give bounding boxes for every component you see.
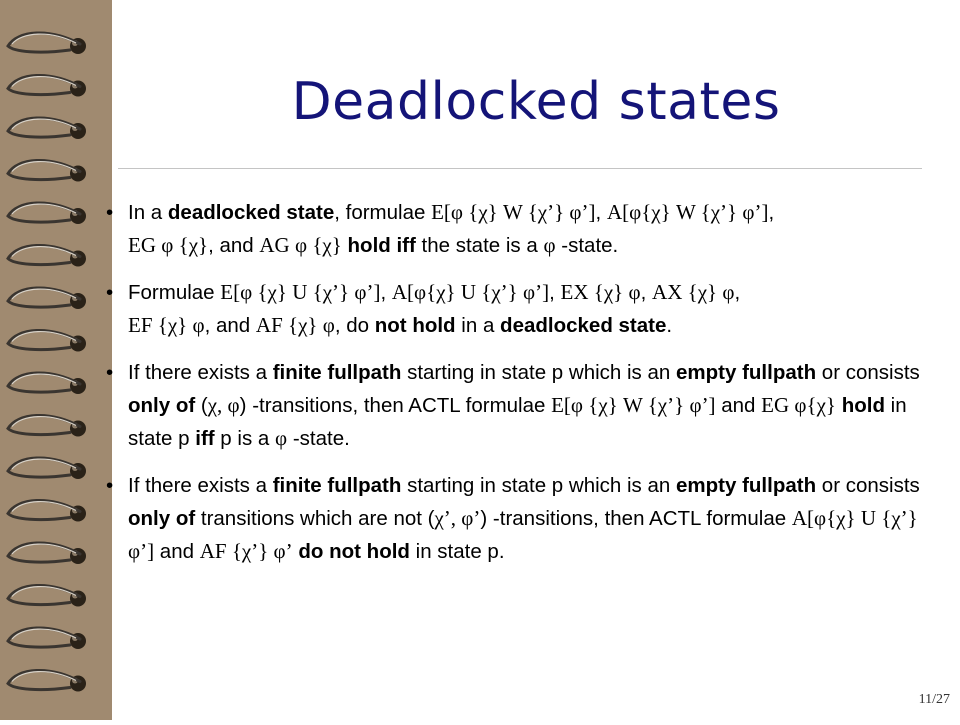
bold-text: only of xyxy=(128,394,196,417)
formula: AX {χ} φ xyxy=(652,280,735,304)
text: -state. xyxy=(555,234,619,257)
binding-ring xyxy=(8,628,86,649)
text: in a xyxy=(455,314,501,337)
text: starting in state p which is an xyxy=(401,474,676,497)
bold-text: empty fullpath xyxy=(676,474,817,497)
text: , xyxy=(595,201,607,224)
bold-text: not hold xyxy=(374,314,456,337)
bold-text: deadlocked state xyxy=(500,314,667,337)
formula: E[φ {χ} U {χ’} φ’] xyxy=(220,280,381,304)
binding-ring xyxy=(8,585,86,606)
binding-ring xyxy=(8,245,86,266)
binding-ring xyxy=(8,160,86,181)
binding-ring xyxy=(8,203,86,224)
text: If there exists a xyxy=(128,474,273,497)
text: If there exists a xyxy=(128,361,273,384)
text: or consists xyxy=(816,474,920,497)
text: and xyxy=(715,394,762,417)
bullet-item-3 xyxy=(100,356,940,455)
binding-wire xyxy=(8,160,80,179)
formula: φ xyxy=(275,426,288,450)
bold-text: empty fullpath xyxy=(676,361,817,384)
text: In a xyxy=(128,201,168,224)
text: in state p xyxy=(128,394,907,450)
bullet-list xyxy=(100,196,940,582)
formula: A[φ{χ} W {χ’} φ’] xyxy=(606,200,769,224)
binding-ring xyxy=(8,670,86,691)
formula: E[φ {χ} W {χ’} φ’] xyxy=(431,200,596,224)
binding-wire xyxy=(8,585,80,604)
text: , and xyxy=(208,234,260,257)
text: in state p. xyxy=(409,540,505,563)
text: starting in state p which is an xyxy=(401,361,676,384)
formula: AF {χ} φ xyxy=(255,313,335,337)
slide-title: Deadlocked states xyxy=(291,72,781,132)
binding-ring xyxy=(8,500,86,521)
bold-text: hold xyxy=(841,394,885,417)
binding-wire xyxy=(8,500,80,519)
formula: AF {χ’} φ’ xyxy=(199,539,293,563)
text: -state. xyxy=(287,427,350,450)
title-divider xyxy=(118,168,922,169)
bold-text: hold iff xyxy=(347,234,416,257)
binding-ring xyxy=(8,415,86,436)
text: , xyxy=(768,201,775,224)
bold-text: only of xyxy=(128,507,196,530)
formula: A[φ{χ} U {χ’} φ’] xyxy=(391,280,550,304)
text: ) -transitions, then ACTL formulae xyxy=(239,394,552,417)
formula: φ xyxy=(543,233,556,257)
text: , xyxy=(640,281,653,304)
bullet-marker: • xyxy=(106,474,114,497)
binding-wire xyxy=(8,415,80,434)
formula: EF {χ} φ xyxy=(128,313,205,337)
bullet-item-1 xyxy=(100,196,940,262)
binding-ring xyxy=(8,458,86,479)
bullet-marker: • xyxy=(106,281,114,304)
text: Formulae xyxy=(128,281,221,304)
binding-wire xyxy=(8,288,80,307)
binding-wire xyxy=(8,543,80,562)
bullet-marker: • xyxy=(106,201,114,224)
text: and xyxy=(154,540,200,563)
text: or consists xyxy=(816,361,920,384)
binding-wire xyxy=(8,118,80,137)
bullet-marker: • xyxy=(106,361,114,384)
bullet-item-2 xyxy=(100,276,940,342)
binding-wire xyxy=(8,330,80,349)
text: transitions which are not ( xyxy=(195,507,435,530)
formula: χ’, φ’ xyxy=(434,506,481,530)
binding-ring xyxy=(8,33,86,54)
text: , and xyxy=(204,314,256,337)
binding-rings xyxy=(0,0,112,720)
formula: EX {χ} φ xyxy=(560,280,641,304)
bold-text: do not hold xyxy=(298,540,410,563)
bold-text: iff xyxy=(195,427,215,450)
formula: A[φ{χ} U {χ’} φ’] xyxy=(128,506,918,563)
bullet-item-4 xyxy=(100,469,940,568)
formula: E[φ {χ} W {χ’} φ’] xyxy=(551,393,716,417)
binding-wire xyxy=(8,75,80,94)
binding-ring xyxy=(8,75,86,96)
text: . xyxy=(666,314,673,337)
binding-wire xyxy=(8,373,80,392)
text: , xyxy=(380,281,392,304)
binding-wire xyxy=(8,458,80,477)
bold-text: finite fullpath xyxy=(272,474,402,497)
text: the state is a xyxy=(415,234,544,257)
binding-wire xyxy=(8,203,80,222)
binding-ring xyxy=(8,118,86,139)
formula: χ, φ xyxy=(207,393,240,417)
bold-text: finite fullpath xyxy=(272,361,402,384)
binding-wire xyxy=(8,670,80,689)
page-number: 11/27 xyxy=(918,692,950,707)
formula: EG φ {χ} xyxy=(128,233,209,257)
text: , formulae xyxy=(334,201,432,224)
binding-ring xyxy=(8,288,86,309)
binding-ring xyxy=(8,543,86,564)
text: p is a xyxy=(214,427,275,450)
binding-wire xyxy=(8,628,80,647)
text: , xyxy=(549,281,561,304)
formula: EG φ{χ} xyxy=(761,393,837,417)
text: , do xyxy=(334,314,375,337)
binding-wire xyxy=(8,245,80,264)
binding-wire xyxy=(8,33,80,52)
text: , xyxy=(734,281,741,304)
formula: AG φ {χ} xyxy=(259,233,342,257)
bold-text: deadlocked state xyxy=(167,201,335,224)
spiral-binding xyxy=(0,0,112,720)
text: ) -transitions, then ACTL formulae xyxy=(480,507,792,530)
text: ( xyxy=(195,394,208,417)
binding-ring xyxy=(8,330,86,351)
binding-ring xyxy=(8,373,86,394)
